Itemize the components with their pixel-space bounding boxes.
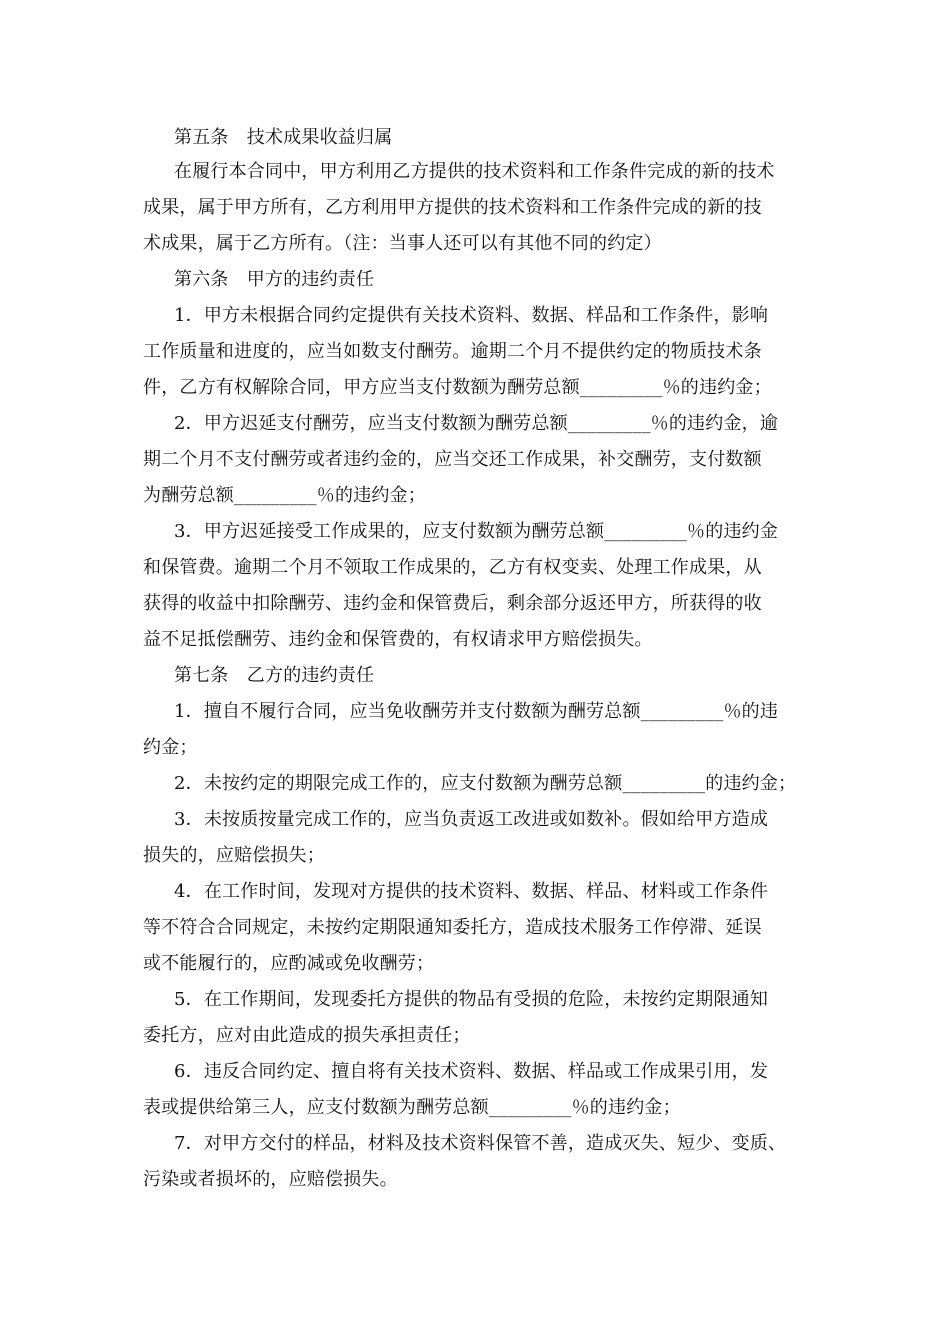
- article-7-item-7-line-1: 7．对甲方交付的样品，材料及技术资料保管不善，造成灭失、短少、变质、: [174, 1133, 787, 1154]
- article-6-heading: 第六条 甲方的违约责任: [174, 269, 375, 290]
- article-6-item-3-line-2: 和保管费。逾期二个月不领取工作成果的，乙方有权变卖、处理工作成果，从: [143, 557, 762, 578]
- article-7-item-7-line-2: 污染或者损坏的，应赔偿损失。: [143, 1169, 398, 1190]
- article-7-item-4-line-1: 4．在工作时间，发现对方提供的技术资料、数据、样品、材料或工作条件: [174, 881, 769, 902]
- article-7-item-3-line-1: 3．未按质按量完成工作的，应当负责返工改进或如数补。假如给甲方造成: [174, 809, 769, 830]
- article-6-item-1-line-1: 1．甲方未根据合同约定提供有关技术资料、数据、样品和工作条件，影响: [174, 305, 769, 326]
- article-7-item-3-line-2: 损失的，应赔偿损失；: [143, 845, 325, 866]
- article-5-line-1: 在履行本合同中，甲方利用乙方提供的技术资料和工作条件完成的新的技术: [174, 161, 775, 182]
- article-6-item-3-line-1: 3．甲方迟延接受工作成果的，应支付数额为酬劳总额_________％的违约金: [174, 521, 779, 542]
- article-7-item-4-line-3: 或不能履行的，应酌减或免收酬劳；: [143, 953, 435, 974]
- article-7-item-2-line-1: 2．未按约定的期限完成工作的，应支付数额为酬劳总额_________的违约金；: [174, 773, 797, 794]
- article-5-line-3: 术成果，属于乙方所有。（注：当事人还可以有其他不同的约定）: [143, 233, 662, 254]
- article-6-item-3-line-4: 益不足抵偿酬劳、违约金和保管费的，有权请求甲方赔偿损失。: [143, 629, 653, 650]
- article-7-item-5-line-2: 委托方，应对由此造成的损失承担责任；: [143, 1025, 471, 1046]
- article-6-item-2-line-2: 期二个月不支付酬劳或者违约金的，应当交还工作成果，补交酬劳，支付数额: [143, 449, 762, 470]
- article-6-item-2-line-3: 为酬劳总额_________％的违约金；: [143, 485, 426, 506]
- article-6-item-1-line-3: 件，乙方有权解除合同，甲方应当支付数额为酬劳总额_________％的违约金；: [143, 377, 772, 398]
- article-7-item-1-line-2: 约金；: [143, 737, 198, 758]
- article-7-item-5-line-1: 5．在工作期间，发现委托方提供的物品有受损的危险，未按约定期限通知: [174, 989, 769, 1010]
- article-6-item-1-line-2: 工作质量和进度的，应当如数支付酬劳。逾期二个月不提供约定的物质技术条: [143, 341, 762, 362]
- article-6-item-3-line-3: 获得的收益中扣除酬劳、违约金和保管费后，剩余部分返还甲方，所获得的收: [143, 593, 762, 614]
- article-7-item-6-line-2: 表或提供给第三人，应支付数额为酬劳总额_________％的违约金；: [143, 1097, 681, 1118]
- article-7-item-1-line-1: 1．擅自不履行合同，应当免收酬劳并支付数额为酬劳总额_________％的违: [174, 701, 779, 722]
- article-7-item-6-line-1: 6．违反合同约定、擅自将有关技术资料、数据、样品或工作成果引用，发: [174, 1061, 769, 1082]
- article-7-heading: 第七条 乙方的违约责任: [174, 665, 375, 686]
- article-6-item-2-line-1: 2．甲方迟延支付酬劳，应当支付数额为酬劳总额_________％的违约金，逾: [174, 413, 779, 434]
- article-5-line-2: 成果，属于甲方所有，乙方利用甲方提供的技术资料和工作条件完成的新的技: [143, 197, 762, 218]
- article-7-item-4-line-2: 等不符合合同规定，未按约定期限通知委托方，造成技术服务工作停滞、延误: [143, 917, 762, 938]
- article-5-heading: 第五条 技术成果收益归属: [174, 127, 393, 148]
